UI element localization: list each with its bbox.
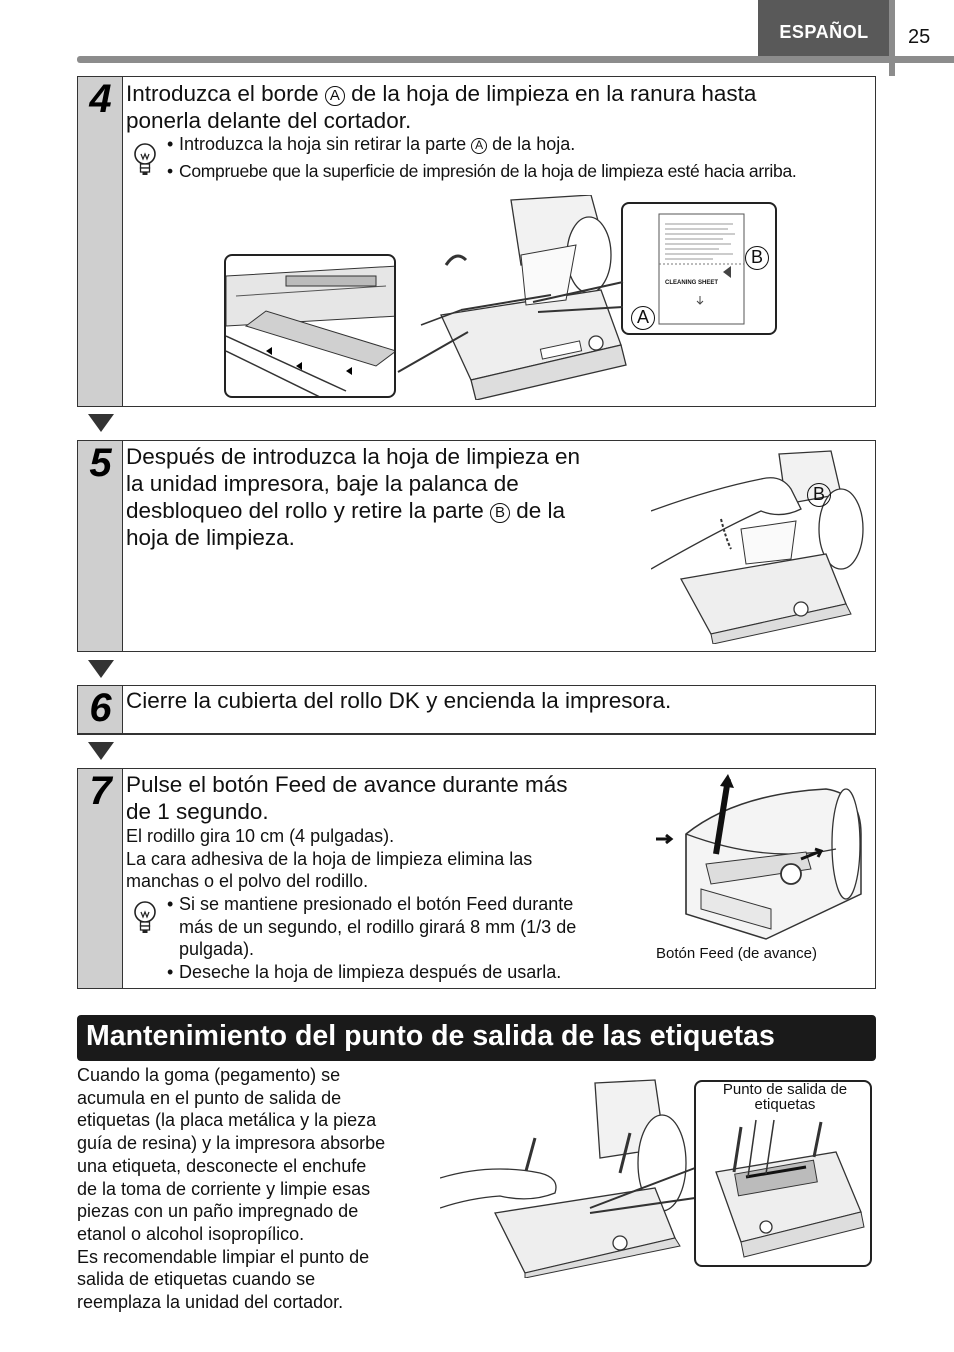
para-line: etanol o alcohol isopropílico.	[77, 1223, 305, 1244]
para-line: Es recomendable limpiar el punto de	[77, 1246, 370, 1267]
tip-item	[167, 133, 887, 156]
tip-text: Introduzca la hoja sin retirar la parte	[179, 134, 472, 154]
step-number: 6	[89, 686, 112, 730]
printer-feed-illustration	[656, 774, 876, 944]
step-number-column	[78, 77, 123, 406]
step-number-column	[78, 769, 123, 988]
tip-text: más de un segundo, el rodillo girará 8 mm (1/3 de	[179, 916, 577, 937]
printer-cleaning-illustration	[440, 1078, 700, 1278]
step-arrow-icon	[88, 742, 114, 760]
tip-item	[167, 160, 887, 183]
language-tab: ESPAÑOL	[758, 0, 890, 56]
instruction-text: la unidad impresora, baje la palanca de	[126, 471, 519, 496]
step-5	[77, 440, 876, 652]
step-number-column	[78, 441, 123, 651]
tips-list	[167, 133, 887, 183]
instruction-text: de la hoja de limpieza en la ranura hasta	[344, 81, 757, 106]
instruction-text: de 1 segundo.	[126, 799, 269, 824]
para-line: de la toma de corriente y limpie esas	[77, 1178, 371, 1199]
instruction-text: ponerla delante del cortador.	[126, 108, 412, 133]
step-arrow-icon	[88, 660, 114, 678]
step-number: 5	[89, 441, 112, 485]
marker-a: A	[325, 86, 345, 106]
step-instruction	[126, 80, 875, 134]
para-line: Cuando la goma (pegamento) se	[77, 1065, 341, 1085]
detail-text: La cara adhesiva de la hoja de limpieza elimina las	[126, 848, 533, 869]
marker-a: A	[471, 138, 487, 154]
step-6	[77, 685, 876, 735]
tips-list	[167, 893, 637, 983]
step-arrow-icon	[88, 414, 114, 432]
caption-line: etiquetas	[754, 1096, 816, 1113]
feed-button-caption: Botón Feed (de avance)	[656, 945, 817, 962]
sheet-title: CLEANING SHEET	[665, 280, 719, 286]
instruction-text: de la	[509, 498, 566, 523]
lightbulb-icon	[132, 899, 158, 935]
header-rule	[77, 56, 954, 63]
tip-text: Compruebe que la superficie de impresión de la hoja de limpieza esté hacia arriba.	[179, 161, 797, 181]
callout-label-a: A	[631, 306, 655, 330]
cleaning-sheet-callout	[621, 202, 777, 335]
marker-b: B	[490, 503, 510, 523]
step-body	[126, 441, 875, 551]
instruction-text: desbloqueo del rollo y retire la parte	[126, 498, 490, 523]
illustration-label-b: B	[807, 483, 831, 507]
step-body	[126, 769, 875, 982]
tip-text: pulgada).	[179, 939, 255, 959]
para-line: salida de etiquetas cuando se	[77, 1269, 316, 1290]
caption-line: Punto de salida de	[722, 1081, 848, 1098]
para-line: etiquetas (la placa metálica y la pieza	[77, 1110, 377, 1131]
para-line: una etiqueta, desconecte el enchufe	[77, 1155, 367, 1176]
para-line: guía de resina) y la impresora absorbe	[77, 1133, 386, 1154]
section-title: Mantenimiento del punto de salida de las etiquetas	[77, 1015, 876, 1061]
callout-caption	[696, 1082, 872, 1112]
step-instruction: Cierre la cubierta del rollo DK y encienda la impresora.	[126, 688, 672, 713]
printer-remove-sheet-illustration	[651, 449, 876, 644]
para-line: piezas con un paño impregnado de	[77, 1201, 359, 1222]
step-number-column	[78, 686, 123, 733]
step-number: 7	[89, 769, 112, 813]
tip-item	[167, 961, 637, 984]
tip-text: • Si se mantiene presionado el botón Feed durante	[179, 894, 574, 914]
page-number: 25	[908, 26, 931, 48]
section-paragraph	[77, 1064, 422, 1314]
tip-text: de la hoja.	[487, 134, 576, 154]
para-line: reemplaza la unidad del cortador.	[77, 1292, 344, 1313]
para-line: acumula en el punto de salida de	[77, 1087, 342, 1108]
step-body	[126, 77, 875, 327]
header-divider	[889, 0, 895, 76]
callout-label-b: B	[745, 246, 769, 270]
tip-text: Deseche la hoja de limpieza después de usarla.	[179, 961, 562, 982]
lightbulb-icon	[132, 141, 158, 177]
label-exit-callout	[694, 1080, 872, 1267]
instruction-text: Introduzca el borde	[126, 81, 325, 106]
instruction-text: Pulse el botón Feed de avance durante más	[126, 772, 568, 797]
detail-text: manchas o el polvo del rodillo.	[126, 871, 369, 891]
step-7	[77, 768, 876, 989]
step-4	[77, 76, 876, 407]
detail-text: El rodillo gira 10 cm (4 pulgadas).	[126, 826, 395, 846]
instruction-text: hoja de limpieza.	[126, 525, 295, 550]
instruction-text: Después de introduzca la hoja de limpieza en	[126, 444, 581, 469]
step-body	[126, 686, 875, 714]
tip-item	[167, 893, 637, 961]
step-number: 4	[89, 77, 112, 121]
roller-zoom-illustration	[224, 254, 396, 398]
callout-leader-lines	[388, 277, 628, 387]
